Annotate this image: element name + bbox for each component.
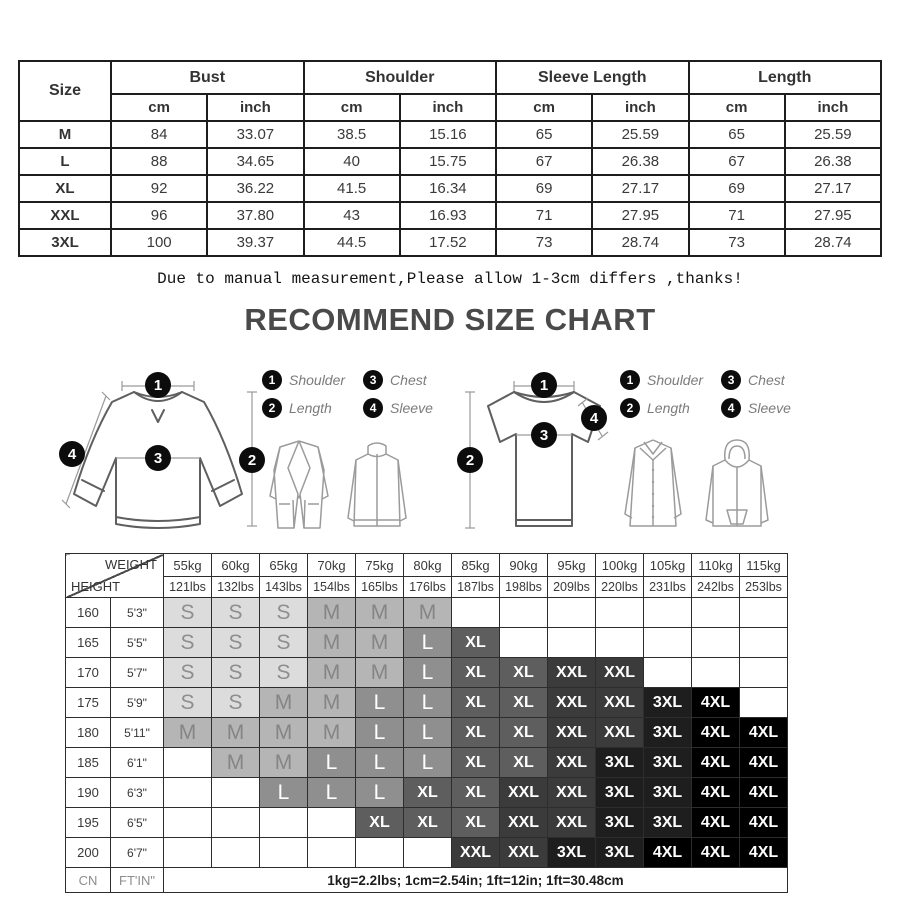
weight-lbs-cell: 176lbs: [404, 577, 452, 598]
matrix-size-cell: L: [260, 778, 308, 808]
legend-label: Shoulder: [647, 372, 704, 388]
weight-lbs-cell: 198lbs: [500, 577, 548, 598]
matrix-size-cell: M: [164, 718, 212, 748]
recommend-size-chart-title: RECOMMEND SIZE CHART: [244, 302, 656, 337]
matrix-size-cell: [260, 838, 308, 868]
matrix-size-cell: XXL: [548, 748, 596, 778]
height-cm-cell: 185: [66, 748, 111, 778]
matrix-size-cell: 4XL: [740, 808, 788, 838]
height-cm-cell: 160: [66, 598, 111, 628]
spec-value-cell: 16.34: [400, 175, 496, 202]
marker-sleeve-icon: 4: [59, 441, 85, 467]
matrix-corner-cell: [66, 554, 164, 598]
spec-size-cell: L: [19, 148, 111, 175]
matrix-size-cell: [692, 628, 740, 658]
matrix-size-cell: XXL: [596, 688, 644, 718]
spec-table-body: [19, 121, 881, 256]
matrix-size-cell: S: [164, 598, 212, 628]
spec-value-cell: 73: [496, 229, 592, 256]
legend-label: Shoulder: [289, 372, 346, 388]
matrix-size-cell: M: [308, 598, 356, 628]
matrix-size-cell: [644, 658, 692, 688]
spec-value-cell: 25.59: [785, 121, 881, 148]
spec-value-cell: 39.37: [207, 229, 303, 256]
spec-value-cell: 27.95: [785, 202, 881, 229]
spec-value-cell: 84: [111, 121, 207, 148]
spec-unit-header: inch: [207, 94, 303, 121]
height-ftin-cell: 6'7": [111, 838, 164, 868]
matrix-size-cell: XXL: [452, 838, 500, 868]
weight-lbs-cell: 143lbs: [260, 577, 308, 598]
marker-length-icon: 2: [457, 447, 483, 473]
matrix-size-cell: [308, 838, 356, 868]
matrix-row: [66, 688, 788, 718]
spec-value-cell: 34.65: [207, 148, 303, 175]
spec-size-header: Size: [19, 61, 111, 121]
cn-unit-cell: CN: [66, 868, 111, 893]
spec-value-cell: 25.59: [592, 121, 688, 148]
weight-lbs-cell: 253lbs: [740, 577, 788, 598]
spec-value-cell: 27.17: [592, 175, 688, 202]
matrix-size-cell: [740, 598, 788, 628]
matrix-size-cell: [548, 598, 596, 628]
matrix-size-cell: S: [212, 658, 260, 688]
weight-kg-cell: 65kg: [260, 554, 308, 577]
matrix-size-cell: 4XL: [692, 838, 740, 868]
blazer-icon: [266, 436, 332, 536]
matrix-size-cell: [212, 838, 260, 868]
matrix-size-cell: M: [260, 688, 308, 718]
matrix-kg-row: [66, 554, 788, 577]
spec-unit-header: cm: [689, 94, 785, 121]
height-cm-cell: 200: [66, 838, 111, 868]
matrix-size-cell: 4XL: [692, 688, 740, 718]
matrix-size-cell: 3XL: [644, 808, 692, 838]
spec-unit-header: cm: [111, 94, 207, 121]
matrix-size-cell: XL: [452, 658, 500, 688]
spec-value-cell: 40: [304, 148, 400, 175]
marker-length-icon: 2: [239, 447, 265, 473]
matrix-size-cell: 3XL: [644, 688, 692, 718]
matrix-size-cell: S: [164, 688, 212, 718]
legend-label: Chest: [748, 372, 785, 388]
legend-label: Sleeve: [748, 400, 791, 416]
matrix-size-cell: XL: [452, 688, 500, 718]
matrix-size-cell: XXL: [548, 688, 596, 718]
matrix-size-cell: 3XL: [644, 718, 692, 748]
spec-value-cell: 36.22: [207, 175, 303, 202]
weight-axis-label: WEIGHT: [105, 557, 157, 572]
weight-kg-cell: 75kg: [356, 554, 404, 577]
weight-kg-cell: 100kg: [596, 554, 644, 577]
matrix-size-cell: XL: [356, 808, 404, 838]
weight-lbs-cell: 220lbs: [596, 577, 644, 598]
button-shirt-icon: [620, 436, 686, 536]
matrix-row: [66, 718, 788, 748]
matrix-size-cell: M: [308, 658, 356, 688]
conversion-note-cell: 1kg=2.2lbs; 1cm=2.54in; 1ft=12in; 1ft=30.48cm: [164, 868, 788, 893]
matrix-size-cell: L: [308, 748, 356, 778]
height-cm-cell: 170: [66, 658, 111, 688]
weight-kg-cell: 95kg: [548, 554, 596, 577]
matrix-size-cell: [212, 778, 260, 808]
matrix-size-cell: [740, 628, 788, 658]
spec-value-cell: 43: [304, 202, 400, 229]
legend-item: [363, 370, 433, 390]
measurement-diagram: [0, 358, 900, 550]
matrix-size-cell: [500, 628, 548, 658]
spec-value-cell: 15.16: [400, 121, 496, 148]
weight-lbs-cell: 132lbs: [212, 577, 260, 598]
spec-unit-header: inch: [592, 94, 688, 121]
spec-value-cell: 33.07: [207, 121, 303, 148]
legend-number-badge: 4: [363, 398, 383, 418]
matrix-size-cell: XXL: [596, 718, 644, 748]
spec-row: [19, 175, 881, 202]
weight-kg-cell: 70kg: [308, 554, 356, 577]
matrix-size-cell: [308, 808, 356, 838]
height-ftin-cell: 6'5": [111, 808, 164, 838]
matrix-size-cell: XL: [500, 658, 548, 688]
matrix-size-cell: 4XL: [692, 718, 740, 748]
matrix-size-cell: XXL: [596, 658, 644, 688]
height-ftin-cell: 5'11": [111, 718, 164, 748]
matrix-size-cell: XL: [500, 748, 548, 778]
spec-value-cell: 27.95: [592, 202, 688, 229]
matrix-size-cell: M: [260, 718, 308, 748]
spec-value-cell: 28.74: [785, 229, 881, 256]
spec-size-cell: XXL: [19, 202, 111, 229]
hoodie-icon: [703, 436, 771, 536]
height-ftin-cell: 5'9": [111, 688, 164, 718]
matrix-size-cell: M: [260, 748, 308, 778]
weight-lbs-cell: 209lbs: [548, 577, 596, 598]
spec-table-head: [19, 61, 881, 121]
spec-value-cell: 69: [496, 175, 592, 202]
matrix-size-cell: 4XL: [740, 838, 788, 868]
matrix-size-cell: 4XL: [644, 838, 692, 868]
legend-number-badge: 4: [721, 398, 741, 418]
spec-value-cell: 15.75: [400, 148, 496, 175]
matrix-size-cell: [164, 748, 212, 778]
height-cm-cell: 175: [66, 688, 111, 718]
spec-row: [19, 121, 881, 148]
legend-number-badge: 3: [721, 370, 741, 390]
legend-item: [721, 398, 791, 418]
matrix-size-cell: XL: [500, 718, 548, 748]
legend-number-badge: 2: [262, 398, 282, 418]
spec-value-cell: 26.38: [592, 148, 688, 175]
spec-group-header: Bust: [111, 61, 304, 94]
legend-item: [262, 370, 345, 390]
spec-value-cell: 71: [689, 202, 785, 229]
matrix-size-cell: [452, 598, 500, 628]
spec-value-cell: 16.93: [400, 202, 496, 229]
height-cm-cell: 180: [66, 718, 111, 748]
weight-kg-cell: 85kg: [452, 554, 500, 577]
legend-number-badge: 2: [620, 398, 640, 418]
matrix-size-cell: 3XL: [596, 808, 644, 838]
measurement-note: Due to manual measurement,Please allow 1-3cm differs ,thanks!: [157, 270, 743, 288]
matrix-size-cell: [740, 688, 788, 718]
spec-value-cell: 17.52: [400, 229, 496, 256]
marker-chest-icon: 3: [531, 422, 557, 448]
matrix-row: [66, 838, 788, 868]
matrix-size-cell: XL: [452, 778, 500, 808]
weight-lbs-cell: 231lbs: [644, 577, 692, 598]
matrix-size-cell: L: [404, 628, 452, 658]
spec-value-cell: 65: [496, 121, 592, 148]
height-ftin-cell: 6'1": [111, 748, 164, 778]
height-axis-label: HEIGHT: [71, 579, 121, 594]
matrix-size-cell: XXL: [548, 658, 596, 688]
matrix-size-cell: L: [356, 688, 404, 718]
spec-unit-header: inch: [400, 94, 496, 121]
matrix-size-cell: 3XL: [644, 748, 692, 778]
legend-item: [363, 398, 433, 418]
spec-value-cell: 38.5: [304, 121, 400, 148]
spec-row: [19, 148, 881, 175]
matrix-size-cell: L: [356, 748, 404, 778]
spec-value-cell: 26.38: [785, 148, 881, 175]
matrix-size-cell: S: [260, 658, 308, 688]
matrix-size-cell: M: [212, 718, 260, 748]
matrix-size-cell: M: [404, 598, 452, 628]
matrix-size-cell: [164, 778, 212, 808]
matrix-size-cell: S: [212, 628, 260, 658]
spec-table: [18, 60, 882, 257]
weight-kg-cell: 90kg: [500, 554, 548, 577]
matrix-row: [66, 598, 788, 628]
matrix-size-cell: XL: [452, 808, 500, 838]
spec-value-cell: 28.74: [592, 229, 688, 256]
spec-value-cell: 71: [496, 202, 592, 229]
matrix-size-cell: S: [164, 628, 212, 658]
spec-size-cell: XL: [19, 175, 111, 202]
legend-item: [620, 370, 703, 390]
weight-lbs-cell: 187lbs: [452, 577, 500, 598]
spec-value-cell: 73: [689, 229, 785, 256]
spec-value-cell: 100: [111, 229, 207, 256]
legend-label: Length: [647, 400, 690, 416]
matrix-size-cell: 3XL: [644, 778, 692, 808]
spec-row: [19, 229, 881, 256]
matrix-size-cell: 3XL: [596, 748, 644, 778]
matrix-size-cell: XL: [404, 808, 452, 838]
legend-number-badge: 3: [363, 370, 383, 390]
zip-jacket-icon: [344, 436, 410, 536]
weight-kg-cell: 80kg: [404, 554, 452, 577]
spec-size-cell: 3XL: [19, 229, 111, 256]
weight-kg-cell: 110kg: [692, 554, 740, 577]
matrix-size-cell: [692, 658, 740, 688]
weight-lbs-cell: 165lbs: [356, 577, 404, 598]
matrix-size-cell: M: [308, 688, 356, 718]
spec-group-header: Sleeve Length: [496, 61, 689, 94]
matrix-size-cell: 3XL: [548, 838, 596, 868]
spec-value-cell: 88: [111, 148, 207, 175]
matrix-size-cell: XXL: [548, 778, 596, 808]
spec-value-cell: 44.5: [304, 229, 400, 256]
matrix-size-cell: [164, 838, 212, 868]
weight-kg-cell: 55kg: [164, 554, 212, 577]
weight-lbs-cell: 242lbs: [692, 577, 740, 598]
matrix-size-cell: L: [356, 778, 404, 808]
matrix-footer-row: [66, 868, 788, 893]
matrix-size-cell: XL: [452, 628, 500, 658]
matrix-size-cell: L: [404, 658, 452, 688]
ftin-unit-cell: FT'IN": [111, 868, 164, 893]
matrix-size-cell: L: [356, 718, 404, 748]
t-shirt-diagram: [448, 376, 633, 544]
matrix-size-cell: [356, 838, 404, 868]
matrix-size-cell: M: [308, 628, 356, 658]
matrix-size-cell: XXL: [548, 808, 596, 838]
matrix-size-cell: M: [356, 658, 404, 688]
matrix-size-cell: XXL: [500, 778, 548, 808]
legend-item: [620, 398, 703, 418]
matrix-row: [66, 808, 788, 838]
matrix-size-cell: [596, 628, 644, 658]
height-ftin-cell: 6'3": [111, 778, 164, 808]
matrix-size-cell: XXL: [500, 838, 548, 868]
matrix-size-cell: [164, 808, 212, 838]
height-cm-cell: 165: [66, 628, 111, 658]
matrix-size-cell: S: [212, 598, 260, 628]
spec-unit-header: cm: [496, 94, 592, 121]
weight-kg-cell: 115kg: [740, 554, 788, 577]
legend-right: [620, 370, 791, 418]
spec-header-row: [19, 61, 881, 94]
matrix-row: [66, 658, 788, 688]
matrix-size-cell: [692, 598, 740, 628]
matrix-size-cell: S: [212, 688, 260, 718]
matrix-size-cell: 3XL: [596, 838, 644, 868]
spec-value-cell: 65: [689, 121, 785, 148]
recommend-size-matrix-body: [66, 554, 788, 893]
matrix-size-cell: XL: [404, 778, 452, 808]
legend-item: [721, 370, 791, 390]
legend-left: [262, 370, 433, 418]
weight-kg-cell: 60kg: [212, 554, 260, 577]
matrix-size-cell: [740, 658, 788, 688]
weight-lbs-cell: 121lbs: [164, 577, 212, 598]
matrix-size-cell: S: [260, 628, 308, 658]
matrix-size-cell: [644, 598, 692, 628]
height-ftin-cell: 5'3": [111, 598, 164, 628]
matrix-size-cell: XXL: [548, 718, 596, 748]
matrix-size-cell: [644, 628, 692, 658]
spec-size-cell: M: [19, 121, 111, 148]
matrix-row: [66, 628, 788, 658]
recommend-size-matrix: [65, 553, 788, 893]
spec-value-cell: 67: [689, 148, 785, 175]
matrix-size-cell: 4XL: [692, 808, 740, 838]
matrix-size-cell: [548, 628, 596, 658]
matrix-size-cell: S: [260, 598, 308, 628]
matrix-lbs-row: [66, 577, 788, 598]
matrix-size-cell: 4XL: [740, 718, 788, 748]
legend-number-badge: 1: [620, 370, 640, 390]
matrix-size-cell: 4XL: [740, 778, 788, 808]
matrix-size-cell: [260, 808, 308, 838]
legend-label: Length: [289, 400, 332, 416]
marker-shoulder-icon: 1: [531, 372, 557, 398]
weight-kg-cell: 105kg: [644, 554, 692, 577]
matrix-size-cell: [212, 808, 260, 838]
matrix-size-cell: L: [404, 718, 452, 748]
height-cm-cell: 190: [66, 778, 111, 808]
matrix-size-cell: XL: [452, 748, 500, 778]
matrix-size-cell: L: [308, 778, 356, 808]
matrix-size-cell: M: [212, 748, 260, 778]
matrix-size-cell: M: [356, 628, 404, 658]
matrix-size-cell: M: [356, 598, 404, 628]
spec-value-cell: 41.5: [304, 175, 400, 202]
matrix-size-cell: XL: [452, 718, 500, 748]
matrix-size-cell: M: [308, 718, 356, 748]
marker-sleeve-icon: 4: [581, 405, 607, 431]
spec-group-header: Shoulder: [304, 61, 497, 94]
spec-value-cell: 92: [111, 175, 207, 202]
matrix-size-cell: [404, 838, 452, 868]
legend-item: [262, 398, 345, 418]
spec-value-cell: 96: [111, 202, 207, 229]
spec-unit-header: inch: [785, 94, 881, 121]
matrix-size-cell: 4XL: [692, 748, 740, 778]
matrix-row: [66, 778, 788, 808]
spec-value-cell: 69: [689, 175, 785, 202]
marker-chest-icon: 3: [145, 445, 171, 471]
spec-unit-row: [19, 94, 881, 121]
legend-number-badge: 1: [262, 370, 282, 390]
matrix-size-cell: [596, 598, 644, 628]
legend-label: Sleeve: [390, 400, 433, 416]
long-sleeve-top-diagram: [58, 376, 258, 544]
spec-unit-header: cm: [304, 94, 400, 121]
matrix-size-cell: L: [404, 688, 452, 718]
marker-shoulder-icon: 1: [145, 372, 171, 398]
spec-row: [19, 202, 881, 229]
matrix-size-cell: [500, 598, 548, 628]
spec-value-cell: 67: [496, 148, 592, 175]
spec-value-cell: 27.17: [785, 175, 881, 202]
matrix-size-cell: 4XL: [692, 778, 740, 808]
legend-label: Chest: [390, 372, 427, 388]
matrix-size-cell: XL: [500, 688, 548, 718]
matrix-size-cell: XXL: [500, 808, 548, 838]
matrix-size-cell: L: [404, 748, 452, 778]
matrix-size-cell: S: [164, 658, 212, 688]
matrix-row: [66, 748, 788, 778]
height-ftin-cell: 5'5": [111, 628, 164, 658]
height-ftin-cell: 5'7": [111, 658, 164, 688]
matrix-size-cell: 3XL: [596, 778, 644, 808]
matrix-size-cell: 4XL: [740, 748, 788, 778]
spec-value-cell: 37.80: [207, 202, 303, 229]
spec-group-header: Length: [689, 61, 882, 94]
weight-lbs-cell: 154lbs: [308, 577, 356, 598]
height-cm-cell: 195: [66, 808, 111, 838]
